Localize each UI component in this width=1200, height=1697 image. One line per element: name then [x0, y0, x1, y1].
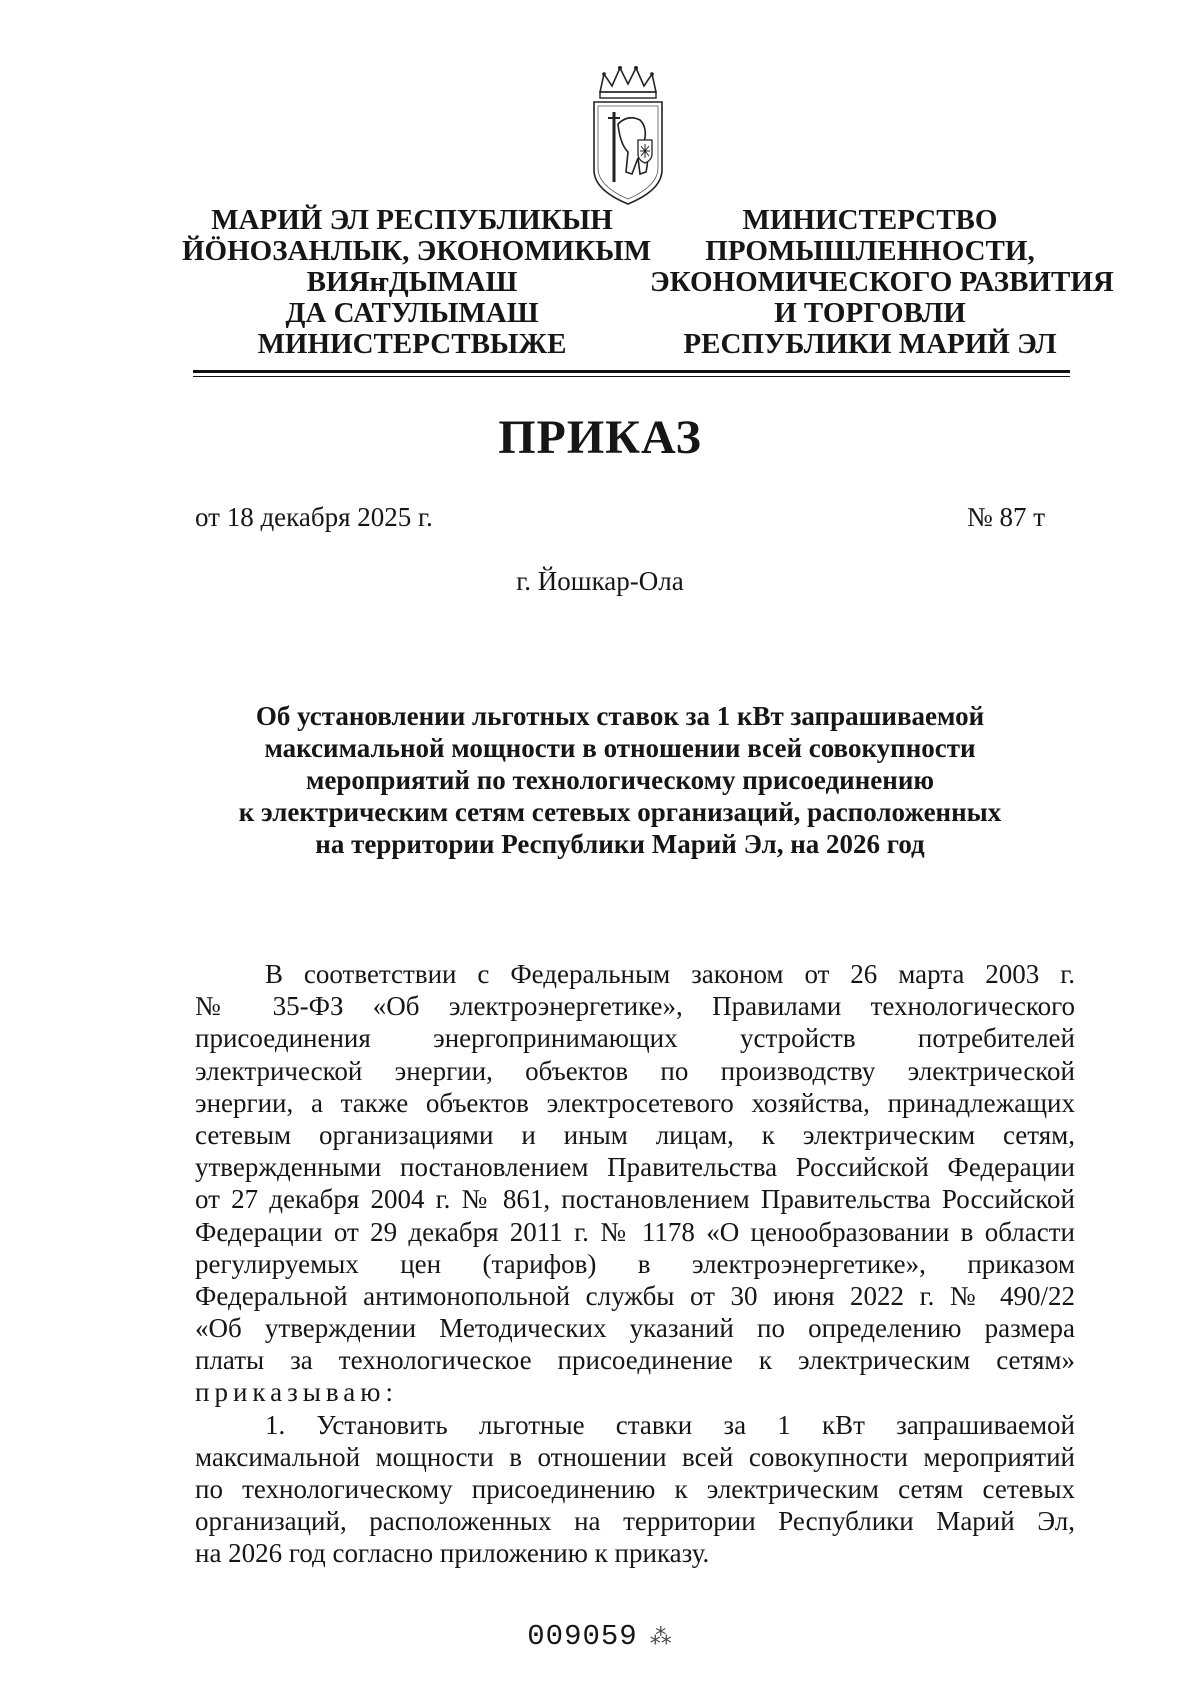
subject-line: максимальной мощности в отношении всей совокупности — [264, 733, 976, 763]
body-line: Федеральной антимонопольной службы от 30 июня 2022 г. № 490/22 — [195, 1280, 1075, 1311]
body-line: «Об утверждении Методических указаний по определению размера — [195, 1313, 1075, 1344]
body-line: регулируемых цен (тарифов) в электроэнергетике», приказом — [195, 1248, 1075, 1279]
header-right-line: РЕСПУБЛИКИ МАРИЙ ЭЛ — [683, 328, 1057, 360]
header-right-line: ПРОМЫШЛЕННОСТИ, — [705, 235, 1035, 267]
document-body — [195, 958, 1075, 1570]
header-left-block — [182, 204, 652, 360]
header-divider-thin — [193, 376, 1070, 377]
body-line: утвержденными постановлением Правительства Российской Федерации — [195, 1152, 1075, 1183]
body-line: В соответствии с Федеральным законом от 26 марта 2003 г. — [265, 959, 1075, 989]
body-line: энергии, а также объектов электросетевого хозяйства, принадлежащих — [195, 1087, 1075, 1118]
header-left-line: ДА САТУЛЫМАШ — [285, 297, 539, 329]
header-right-line: И ТОРГОВЛИ — [774, 297, 966, 329]
body-line: № 35-ФЗ «Об электроэнергетике», Правилами технологического — [195, 991, 1075, 1022]
subject-line: мероприятий по технологическому присоединению — [305, 765, 935, 795]
document-number: № 87 т — [966, 502, 1045, 532]
body-line: платы за технологическое присоединение к электрическим сетям» — [195, 1345, 1075, 1376]
subject-line: на территории Республики Марий Эл, на 2026 год — [315, 829, 925, 859]
serial-number-text: 009059 — [527, 1620, 638, 1653]
item-line: максимальной мощности в отношении всей совокупности мероприятий — [195, 1441, 1075, 1472]
header-right-line: МИНИСТЕРСТВО — [742, 204, 998, 236]
order-word: приказываю: — [195, 1377, 398, 1408]
asterisk-mark-icon: ⁂ — [649, 1626, 673, 1651]
item-line: на 2026 год согласно приложению к приказу. — [195, 1538, 710, 1569]
form-serial-number — [0, 1620, 1200, 1653]
document-date: от 18 декабря 2025 г. — [195, 502, 433, 532]
document-city: г. Йошкар-Ола — [516, 566, 684, 596]
item-line: организаций, расположенных на территории Республики Марий Эл, — [195, 1506, 1075, 1537]
header-left-line: МАРИЙ ЭЛ РЕСПУБЛИКЫН — [211, 204, 613, 236]
body-line: сетевым организациями и иным лицам, к электрическим сетям, — [195, 1119, 1075, 1150]
header-divider-thick — [193, 370, 1070, 373]
body-line: от 27 декабря 2004 г. № 861, постановлением Правительства Российской — [195, 1184, 1075, 1215]
subject-line: к электрическим сетям сетевых организаций, расположенных — [238, 797, 1002, 827]
item-line: 1. Установить льготные ставки за 1 кВт запрашиваемой — [265, 1409, 1075, 1440]
document-subject — [180, 700, 1060, 860]
header-left-line: ВИЯҥДЫМАШ — [306, 266, 518, 298]
body-line: Федерации от 29 декабря 2011 г. № 1178 «О ценообразовании в области — [195, 1216, 1075, 1247]
coat-of-arms-icon — [588, 62, 668, 212]
body-line: электрической энергии, объектов по производству электрической — [195, 1055, 1075, 1086]
header-left-line: МИНИСТЕРСТВЫЖЕ — [257, 328, 567, 360]
header-right-block — [650, 204, 1114, 360]
header-left-line: ЙӦНОЗАНЛЫК, ЭКОНОМИКЫМ — [182, 235, 652, 267]
document-type-title: ПРИКАЗ — [498, 411, 702, 464]
header-right-line: ЭКОНОМИЧЕСКОГО РАЗВИТИЯ — [650, 266, 1114, 298]
subject-line: Об установлении льготных ставок за 1 кВт запрашиваемой — [255, 701, 985, 731]
body-line: присоединения энергопринимающих устройств потребителей — [195, 1023, 1075, 1054]
item-line: по технологическому присоединению к электрическим сетям сетевых — [195, 1474, 1075, 1504]
